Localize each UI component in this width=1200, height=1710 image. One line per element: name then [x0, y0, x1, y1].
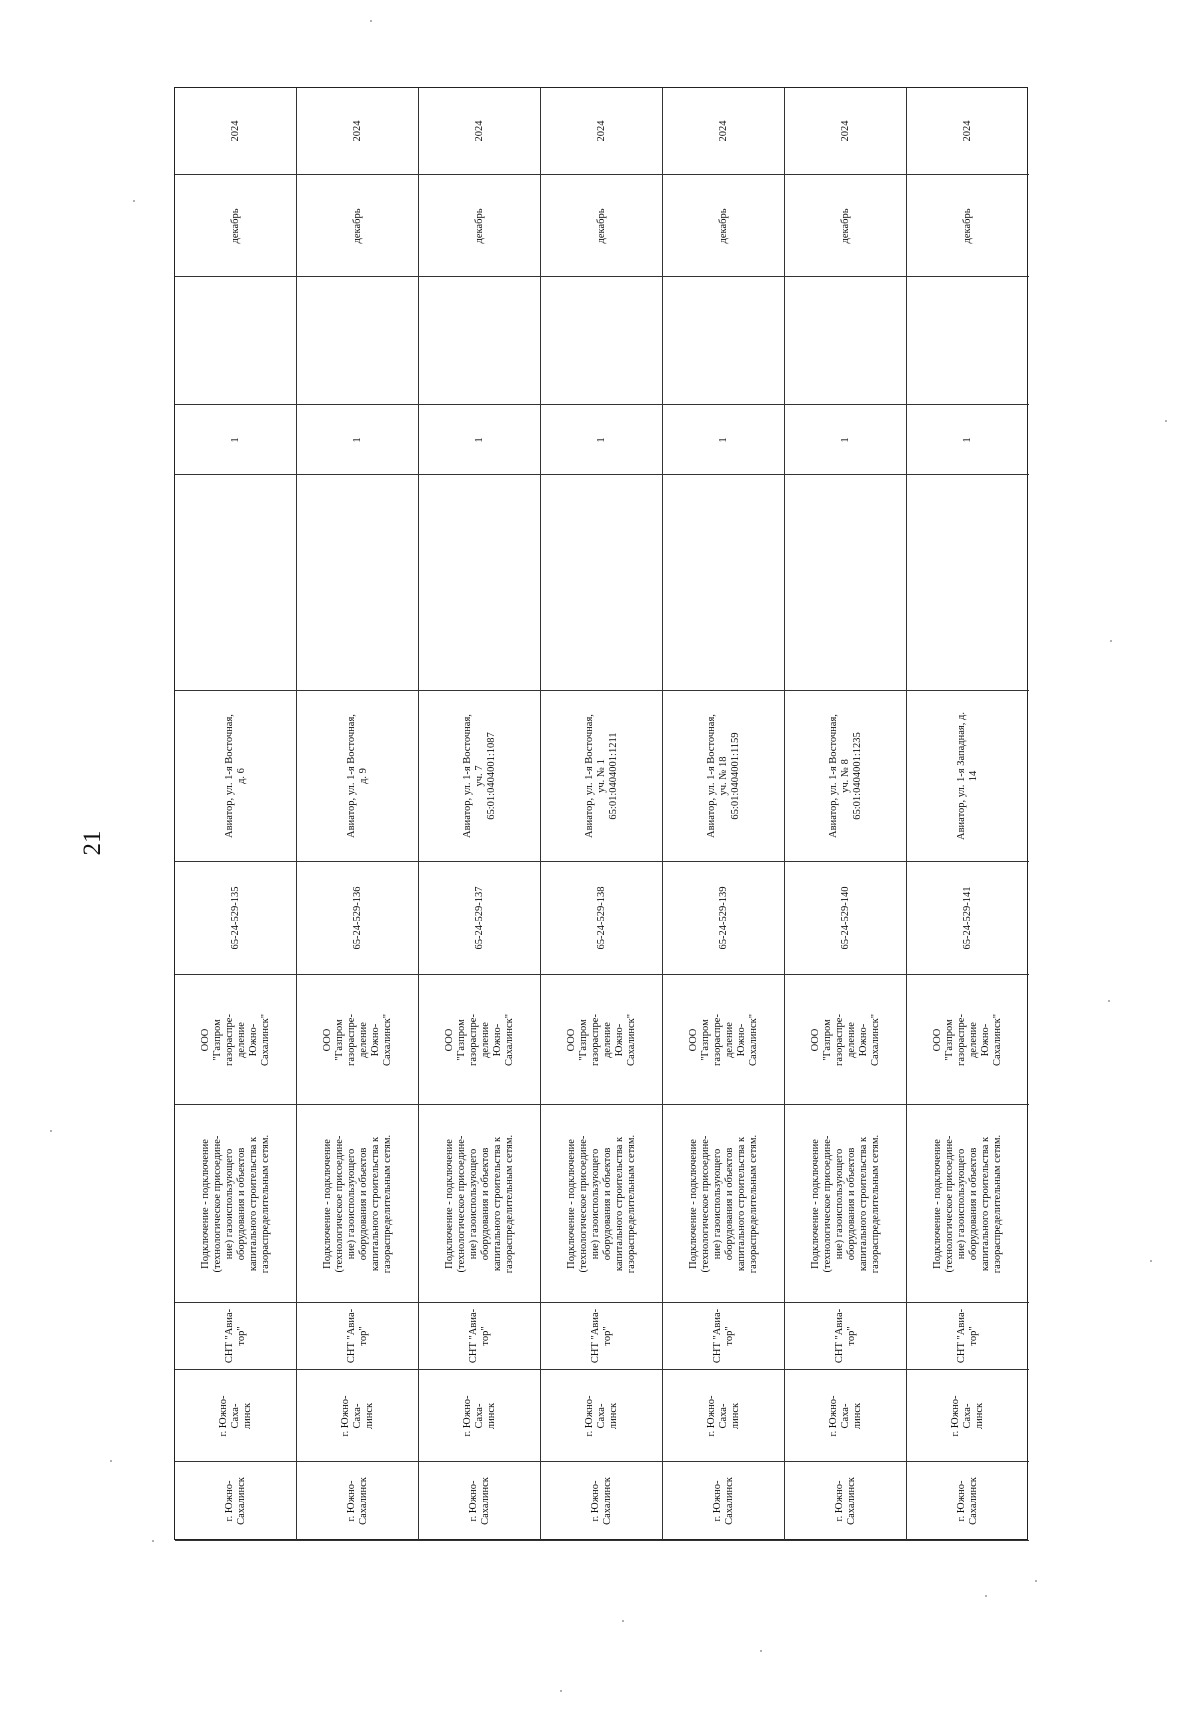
cell-locality	[419, 1370, 541, 1462]
cell-code	[541, 862, 663, 975]
work-text: Подключение - подключение (технологическое присоедине- ние) газоиспользующего оборудования и объектов капитального строительства к газораспределительным сетям.	[565, 1134, 637, 1273]
cell-municipality	[785, 1462, 907, 1541]
count-text: 1	[229, 436, 241, 443]
scan-speck	[560, 1690, 562, 1692]
address-text: Авиатор, ул. 1-я Восточная, д. 6	[223, 714, 247, 838]
month-text: декабрь	[839, 208, 851, 243]
cell-count	[175, 405, 297, 475]
address-text: Авиатор, ул. 1-я Западная, д. 14	[956, 712, 979, 840]
cell-month	[419, 175, 541, 277]
year-text: 2024	[473, 120, 485, 142]
grs-text: ООО "Газпром газораспре- деление Южно- Сахалинск"	[687, 1013, 759, 1066]
cell-blank	[175, 277, 297, 405]
year-text: 2024	[351, 120, 363, 142]
applicant-text: СНТ "Авиа- тор"	[223, 1308, 247, 1364]
cell-applicant	[419, 1303, 541, 1370]
cell-extra	[541, 475, 663, 691]
cell-grs	[663, 975, 785, 1105]
cell-municipality	[297, 1462, 419, 1541]
cell-month	[785, 175, 907, 277]
cell-grs	[297, 975, 419, 1105]
cell-month	[907, 175, 1029, 277]
cell-address	[175, 691, 297, 862]
cell-count	[785, 405, 907, 475]
year-text: 2024	[717, 120, 729, 142]
month-text: декабрь	[962, 208, 973, 243]
scan-speck	[985, 1595, 987, 1597]
scan-speck	[50, 1130, 52, 1132]
year-text: 2024	[229, 120, 241, 142]
cell-locality	[175, 1370, 297, 1462]
scan-speck	[152, 1540, 154, 1542]
count-text: 1	[351, 436, 363, 443]
cell-grs	[907, 975, 1029, 1105]
grs-text: ООО "Газпром газораспре- деление Южно- Сахалинск"	[199, 1013, 271, 1066]
cell-municipality	[663, 1462, 785, 1541]
cell-count	[907, 405, 1029, 475]
cell-applicant	[663, 1303, 785, 1370]
cell-applicant	[907, 1303, 1029, 1370]
scan-speck	[370, 20, 372, 22]
cell-code	[297, 862, 419, 975]
cell-extra	[907, 475, 1029, 691]
grs-text: ООО "Газпром газораспре- деление Южно- Сахалинск"	[809, 1013, 881, 1066]
scan-speck	[110, 1460, 112, 1462]
cell-grs	[785, 975, 907, 1105]
year-text: 2024	[595, 120, 607, 142]
cell-locality	[907, 1370, 1029, 1462]
address-text: Авиатор, ул. 1-я Восточная, д. 9	[345, 714, 369, 838]
cell-grs	[541, 975, 663, 1105]
year-text: 2024	[839, 120, 851, 142]
scan-speck	[1035, 1580, 1037, 1582]
cell-extra	[297, 475, 419, 691]
cell-code	[907, 862, 1029, 975]
count-text: 1	[595, 436, 607, 443]
cell-grs	[175, 975, 297, 1105]
municipality-text: г. Южно- Сахалинск	[467, 1477, 491, 1525]
cell-municipality	[907, 1462, 1029, 1541]
work-text: Подключение - подключение (технологическое присоедине- ние) газоиспользующего оборудования и объектов капитального строительства к газораспределительным сетям.	[809, 1134, 881, 1273]
code-text: 65-24-529-137	[473, 886, 485, 950]
cell-blank	[419, 277, 541, 405]
work-text: Подключение - подключение (технологическое присоедине- ние) газоиспользующего оборудования и объектов капитального строительства к газораспределительным сетям.	[321, 1134, 393, 1273]
year-text: 2024	[962, 120, 973, 142]
applicant-text: СНТ "Авиа- тор"	[711, 1308, 735, 1364]
cell-year	[297, 88, 419, 175]
count-text: 1	[839, 436, 851, 443]
cell-municipality	[419, 1462, 541, 1541]
cell-locality	[663, 1370, 785, 1462]
code-text: 65-24-529-141	[962, 886, 973, 950]
cell-code	[419, 862, 541, 975]
cell-work	[541, 1105, 663, 1303]
address-text: Авиатор, ул. 1-я Восточная, уч. 7 65:01:0404001:1087	[461, 714, 497, 838]
month-text: декабрь	[473, 208, 485, 243]
locality-text: г. Южно- Саха- линск	[217, 1395, 253, 1436]
cell-address	[297, 691, 419, 862]
cell-code	[175, 862, 297, 975]
work-text: Подключение - подключение (технологическое присоедине- ние) газоиспользующего оборудования и объектов капитального строительства к газораспределительным сетям.	[443, 1134, 515, 1273]
cell-work	[663, 1105, 785, 1303]
cell-extra	[663, 475, 785, 691]
cell-work	[419, 1105, 541, 1303]
cell-month	[541, 175, 663, 277]
scan-speck	[1150, 1260, 1152, 1262]
cell-work	[785, 1105, 907, 1303]
municipality-text: г. Южно- Сахалинск	[833, 1477, 857, 1525]
work-text: Подключение - подключение (технологическое присоедине- ние) газоиспользующего оборудования и объектов капитального строительства к газораспределительным сетям.	[687, 1134, 759, 1273]
records-table	[174, 87, 1028, 1540]
cell-address	[419, 691, 541, 862]
cell-address	[785, 691, 907, 862]
cell-blank	[297, 277, 419, 405]
cell-applicant	[785, 1303, 907, 1370]
cell-count	[663, 405, 785, 475]
cell-year	[175, 88, 297, 175]
cell-extra	[785, 475, 907, 691]
cell-applicant	[541, 1303, 663, 1370]
cell-blank	[785, 277, 907, 405]
applicant-text: СНТ "Авиа- тор"	[467, 1308, 491, 1364]
cell-grs	[419, 975, 541, 1105]
municipality-text: г. Южно- Сахалинск	[589, 1477, 613, 1525]
cell-year	[541, 88, 663, 175]
count-text: 1	[473, 436, 485, 443]
cell-year	[663, 88, 785, 175]
cell-municipality	[541, 1462, 663, 1541]
cell-applicant	[175, 1303, 297, 1370]
locality-text: г. Южно- Саха- линск	[950, 1395, 985, 1436]
cell-blank	[907, 277, 1029, 405]
cell-work	[175, 1105, 297, 1303]
locality-text: г. Южно- Саха- линск	[461, 1395, 497, 1436]
cell-month	[175, 175, 297, 277]
municipality-text: г. Южно- Сахалинск	[223, 1477, 247, 1525]
cell-count	[541, 405, 663, 475]
cell-month	[663, 175, 785, 277]
code-text: 65-24-529-138	[595, 886, 607, 950]
applicant-text: СНТ "Авиа- тор"	[833, 1308, 857, 1364]
code-text: 65-24-529-136	[351, 886, 363, 950]
work-text: Подключение - подключение (технологическое присоедине- ние) газоиспользующего оборудования и объектов капитального строительства к газораспределительным сетям.	[932, 1134, 1003, 1273]
municipality-text: г. Южно- Сахалинск	[345, 1477, 369, 1525]
month-text: декабрь	[717, 208, 729, 243]
cell-month	[297, 175, 419, 277]
cell-applicant	[297, 1303, 419, 1370]
cell-year	[907, 88, 1029, 175]
code-text: 65-24-529-135	[229, 886, 241, 950]
cell-address	[541, 691, 663, 862]
cell-blank	[541, 277, 663, 405]
code-text: 65-24-529-139	[717, 886, 729, 950]
cell-year	[419, 88, 541, 175]
municipality-text: г. Южно- Сахалинск	[711, 1477, 735, 1525]
applicant-text: СНТ "Авиа- тор"	[345, 1308, 369, 1364]
cell-extra	[175, 475, 297, 691]
locality-text: г. Южно- Саха- линск	[705, 1395, 741, 1436]
applicant-text: СНТ "Авиа- тор"	[956, 1308, 979, 1364]
count-text: 1	[717, 436, 729, 443]
municipality-text: г. Южно- Сахалинск	[956, 1477, 979, 1525]
address-text: Авиатор, ул. 1-я Восточная, уч. № 1 65:01:0404001:1211	[583, 714, 619, 838]
locality-text: г. Южно- Саха- линск	[339, 1395, 375, 1436]
month-text: декабрь	[595, 208, 607, 243]
month-text: декабрь	[351, 208, 363, 243]
cell-blank	[663, 277, 785, 405]
scan-speck	[133, 200, 135, 202]
cell-locality	[297, 1370, 419, 1462]
cell-year	[785, 88, 907, 175]
cell-locality	[541, 1370, 663, 1462]
work-text: Подключение - подключение (технологическое присоедине- ние) газоиспользующего оборудования и объектов капитального строительства к газораспределительным сетям.	[199, 1134, 271, 1273]
cell-count	[297, 405, 419, 475]
grs-text: ООО "Газпром газораспре- деление Южно- Сахалинск"	[932, 1013, 1003, 1066]
locality-text: г. Южно- Саха- линск	[827, 1395, 863, 1436]
code-text: 65-24-529-140	[839, 886, 851, 950]
cell-code	[663, 862, 785, 975]
applicant-text: СНТ "Авиа- тор"	[589, 1308, 613, 1364]
cell-extra	[419, 475, 541, 691]
scan-speck	[622, 1620, 624, 1622]
cell-work	[907, 1105, 1029, 1303]
cell-count	[419, 405, 541, 475]
count-text: 1	[962, 436, 973, 443]
scan-speck	[760, 1650, 762, 1652]
grs-text: ООО "Газпром газораспре- деление Южно- Сахалинск"	[443, 1013, 515, 1066]
cell-address	[663, 691, 785, 862]
scan-speck	[1108, 1000, 1110, 1002]
locality-text: г. Южно- Саха- линск	[583, 1395, 619, 1436]
address-text: Авиатор, ул. 1-я Восточная, уч. № 18 65:01:0404001:1159	[705, 714, 741, 838]
cell-locality	[785, 1370, 907, 1462]
cell-municipality	[175, 1462, 297, 1541]
scan-speck	[1110, 640, 1112, 642]
cell-code	[785, 862, 907, 975]
page-number: 21	[79, 830, 106, 856]
grs-text: ООО "Газпром газораспре- деление Южно- Сахалинск"	[565, 1013, 637, 1066]
month-text: декабрь	[229, 208, 241, 243]
grs-text: ООО "Газпром газораспре- деление Южно- Сахалинск"	[321, 1013, 393, 1066]
scan-speck	[1165, 420, 1167, 422]
cell-address	[907, 691, 1029, 862]
address-text: Авиатор, ул. 1-я Восточная, уч. № 8 65:01:0404001:1235	[827, 714, 863, 838]
cell-work	[297, 1105, 419, 1303]
